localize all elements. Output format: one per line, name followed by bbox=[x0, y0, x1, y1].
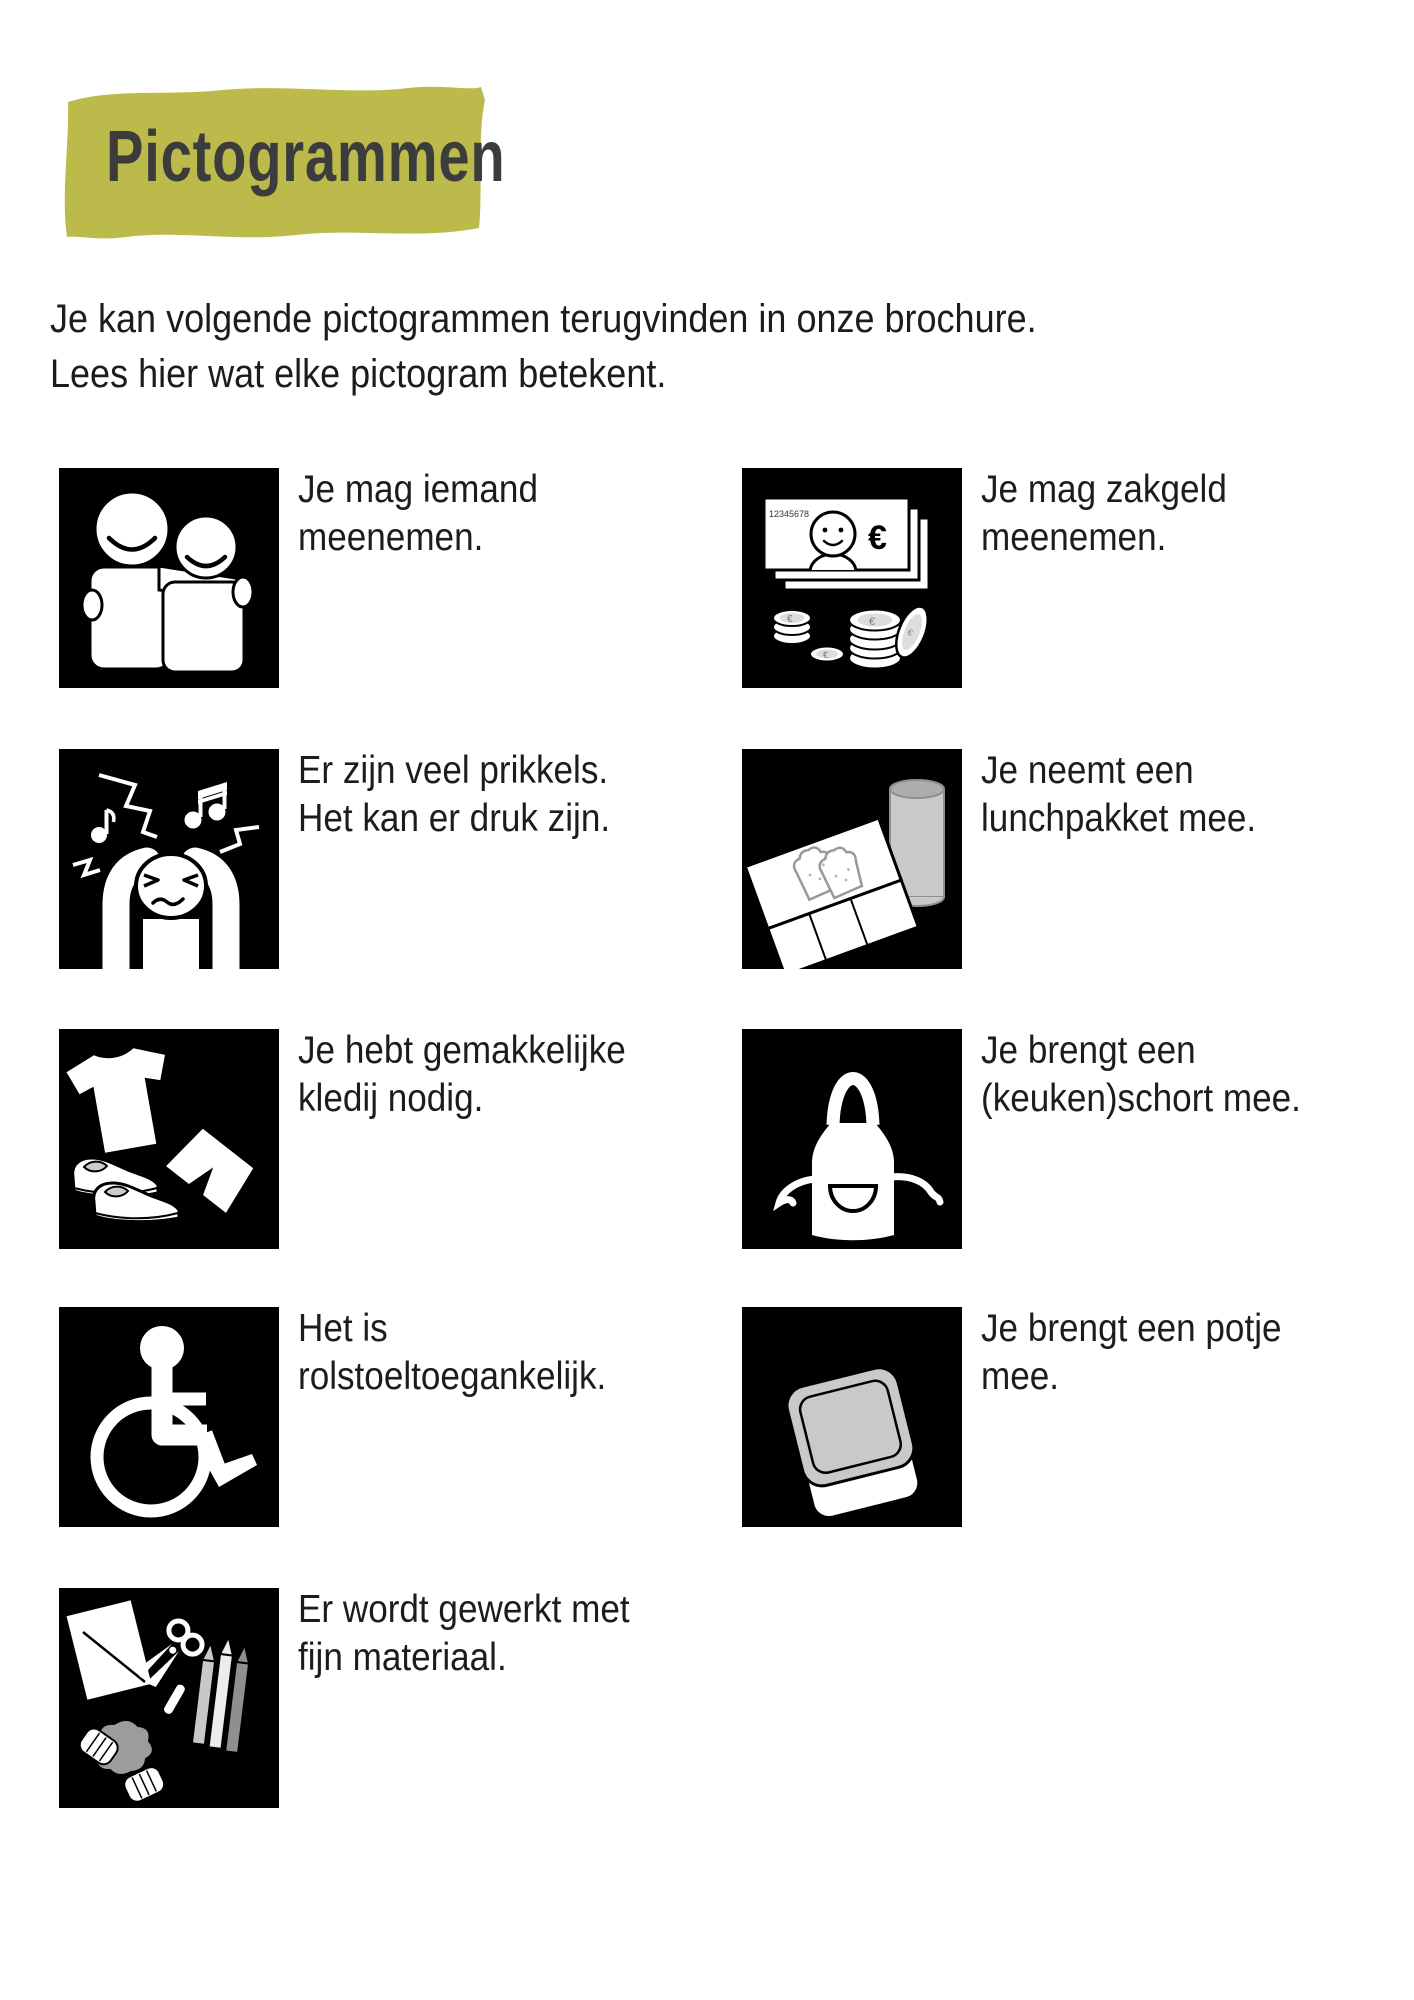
apron-icon bbox=[742, 1029, 962, 1249]
pictogram-label: Je neemt een lunchpakket mee. bbox=[981, 749, 1257, 840]
pictogram-item bbox=[742, 749, 1414, 969]
pictogram-item bbox=[59, 1588, 759, 1808]
pictogram-box bbox=[59, 468, 279, 688]
jar-icon bbox=[742, 1307, 962, 1527]
pictogram-box bbox=[59, 1588, 279, 1808]
intro-text bbox=[50, 292, 1037, 402]
pictogram-label: Je hebt gemakkelijke kledij nodig. bbox=[298, 1029, 626, 1120]
svg-text:€: € bbox=[869, 616, 876, 628]
wheelchair-icon bbox=[59, 1307, 279, 1527]
pictogram-item bbox=[742, 468, 1414, 688]
two-people-icon bbox=[59, 468, 279, 688]
pictogram-label: Het is rolstoeltoegankelijk. bbox=[298, 1307, 607, 1398]
overstimulated-person-icon bbox=[59, 749, 279, 969]
lunchbox-icon bbox=[742, 749, 962, 969]
pictogram-box bbox=[59, 1029, 279, 1249]
pictogram-label: Je mag iemand meenemen. bbox=[298, 468, 538, 559]
pictogram-item bbox=[742, 1029, 1414, 1249]
pictogram-box bbox=[742, 1029, 962, 1249]
pictogram-label: Je mag zakgeld meenemen. bbox=[981, 468, 1227, 559]
intro-line-1: Je kan volgende pictogrammen terugvinden in onze brochure. bbox=[50, 297, 1037, 341]
pictogram-box bbox=[59, 749, 279, 969]
money-icon bbox=[742, 468, 962, 688]
pictogram-box bbox=[742, 1307, 962, 1527]
pictogram-item bbox=[59, 1029, 759, 1249]
page-title: Pictogrammen bbox=[106, 117, 506, 197]
svg-text:€: € bbox=[906, 626, 915, 638]
svg-text:€: € bbox=[787, 614, 793, 625]
pictogram-box bbox=[59, 1307, 279, 1527]
intro-line-2: Lees hier wat elke pictogram betekent. bbox=[50, 352, 667, 396]
pictogram-item bbox=[742, 1307, 1414, 1527]
pictogram-item bbox=[59, 749, 759, 969]
craft-materials-icon bbox=[59, 1588, 279, 1808]
pictogram-item bbox=[59, 1307, 759, 1527]
pictogram-box bbox=[742, 749, 962, 969]
pictogram-label: Er zijn veel prikkels. Het kan er druk zijn. bbox=[298, 749, 611, 840]
banknote-number: 12345678 bbox=[769, 509, 810, 519]
pictogram-box bbox=[742, 468, 962, 688]
euro-symbol: € bbox=[868, 519, 887, 557]
pictogram-label: Je brengt een (keuken)schort mee. bbox=[981, 1029, 1301, 1120]
pictogram-label: Je brengt een potje mee. bbox=[981, 1307, 1282, 1398]
clothing-icon bbox=[59, 1029, 279, 1249]
pictogram-item bbox=[59, 468, 759, 688]
pictogram-label: Er wordt gewerkt met fijn materiaal. bbox=[298, 1588, 630, 1679]
svg-text:€: € bbox=[823, 650, 829, 660]
